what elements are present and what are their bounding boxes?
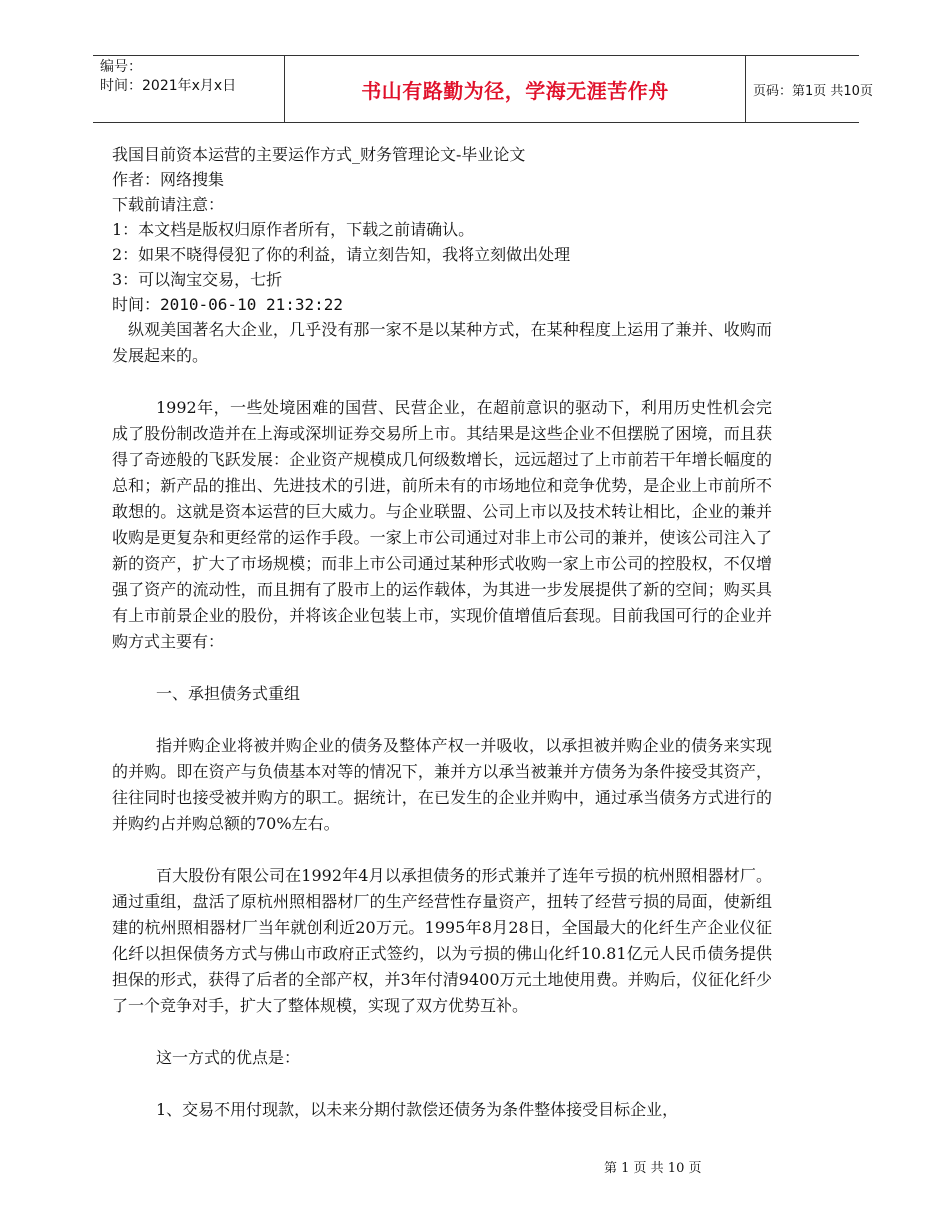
notice-title: 下载前请注意： xyxy=(112,195,225,214)
article-author: 作者：网络搜集 xyxy=(112,170,225,189)
paragraph-1: 1992年，一些处境困难的国营、民营企业，在超前意识的驱动下，利用历史性机会完成了股份制改造并在上海或深圳证券交易所上市。其结果是这些企业不但摆脱了困境，而且获得了奇迹般的飞跃发展：企业资产规模成几何级数增长，远远超过了上市前若干年增长幅度的总和；新产品的推出、先进技术的引进，前所未有的市场地位和竞争优势，是企业上市前所不敢想的。这就是资本运营的巨大威力。与企业联盟、公司上市以及技术转让相比，企业的兼并收购是更复杂和更经常的运作手段。一家上市公司通过对非上市公司的兼并，使该公司注入了新的资产，扩大了市场规模；而非上市公司通过某种形式收购一家上市公司的控股权，不仅增强了资产的流动性，而且拥有了股市上的运作载体，为其进一步发展提供了新的空间；购买具有上市前景企业的股份，并将该企业包装上市，实现价值增值后套现。目前我国可行的企业并购方式主要有： xyxy=(112,398,772,651)
notice-item-1: 1：本文档是版权归原作者所有，下载之前请确认。 xyxy=(112,220,475,239)
paragraph-3: 百大股份有限公司在1992年4月以承担债务的形式兼并了连年亏损的杭州照相器材厂。通过重组，盘活了原杭州照相器材厂的生产经营性存量资产，扭转了经营亏损的局面，使新组建的杭州照相器材厂当年就创利近20万元。1995年8月28日，全国最大的化纤生产企业仪征化纤以担保债务方式与佛山市政府正式签约，以为亏损的佛山化纤10.81亿元人民币债务提供担保的形式，获得了后者的全部产权，并3年付清9400万元土地使用费。并购后，仪征化纤少了一个竞争对手，扩大了整体规模，实现了双方优势互补。 xyxy=(112,866,772,1015)
paragraph-4: 这一方式的优点是： xyxy=(156,1048,301,1067)
intro-paragraph: 纵观美国著名大企业，几乎没有那一家不是以某种方式，在某种程度上运用了兼并、收购而发展起来的。 xyxy=(112,320,772,365)
notice-item-3: 3：可以淘宝交易，七折 xyxy=(112,270,283,289)
page-footer: 第 1 页 共 10 页 xyxy=(604,1161,702,1176)
article-body xyxy=(112,142,772,1123)
number-label: 编号： xyxy=(100,59,142,75)
notice-item-2: 2：如果不晓得侵犯了你的利益，请立刻告知，我将立刻做出处理 xyxy=(112,245,571,264)
header-left-cell xyxy=(100,58,280,96)
article-title: 我国目前资本运营的主要运作方式_财务管理论文-毕业论文 xyxy=(112,145,526,164)
paragraph-5: 1、交易不用付现款，以未来分期付款偿还债务为条件整体接受目标企业， xyxy=(156,1100,679,1119)
paragraph-2: 指并购企业将被并购企业的债务及整体产权一并吸收，以承担被并购企业的债务来实现的并购。即在资产与负债基本对等的情况下，兼并方以承当被兼并方债务为条件接受其资产，往往同时也接受被并购方的职工。据统计，在已发生的企业并购中，通过承当债务方式进行的并购约占并购总额的70%左右。 xyxy=(112,736,772,833)
time-label: 时间：2021年x月x日 xyxy=(100,78,237,94)
header-table xyxy=(93,55,873,123)
header-motto: 书山有路勤为径，学海无涯苦作舟 xyxy=(284,56,746,122)
header-page-info: 页码：第1页 共10页 xyxy=(753,83,873,99)
article-time: 时间：2010-06-10 21:32:22 xyxy=(112,295,344,314)
section-heading-1: 一、承担债务式重组 xyxy=(156,684,301,703)
